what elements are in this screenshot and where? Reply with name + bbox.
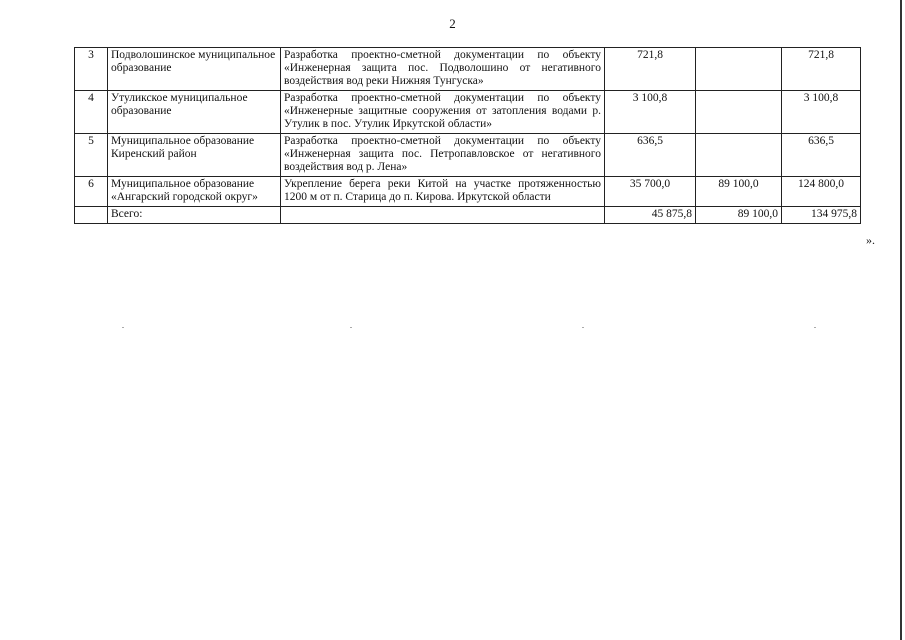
closing-quote-mark: ». — [866, 233, 875, 247]
page-number: 2 — [449, 16, 456, 31]
table-row — [75, 177, 861, 207]
organization-cell: Муниципальное образование «Ангарский городской округ» — [108, 177, 281, 207]
summary-total: 134 975,8 — [782, 207, 861, 224]
amount-cell-1: 636,5 — [605, 134, 696, 177]
scan-edge-line — [900, 0, 902, 640]
summary-amount-2: 89 100,0 — [696, 207, 782, 224]
summary-amount-1: 45 875,8 — [605, 207, 696, 224]
scan-speck — [350, 327, 352, 328]
total-cell: 636,5 — [782, 134, 861, 177]
description-cell: Разработка проектно-сметной документации по объекту «Инженерная защита пос. Подволошино от негативного воздействия вод реки Нижняя Тунгуска» — [281, 48, 605, 91]
organization-cell: Подволошинское муниципальное образование — [108, 48, 281, 91]
amount-cell-2 — [696, 134, 782, 177]
amount-cell-2 — [696, 48, 782, 91]
organization-cell: Муниципальное образование Киренский район — [108, 134, 281, 177]
funding-table — [74, 47, 861, 224]
table-row — [75, 91, 861, 134]
total-cell: 3 100,8 — [782, 91, 861, 134]
amount-cell-1: 3 100,8 — [605, 91, 696, 134]
row-number: 6 — [75, 177, 108, 207]
total-cell: 721,8 — [782, 48, 861, 91]
summary-description — [281, 207, 605, 224]
row-number: 4 — [75, 91, 108, 134]
scan-speck — [814, 327, 816, 328]
scan-speck — [582, 327, 584, 328]
summary-row — [75, 207, 861, 224]
row-number: 3 — [75, 48, 108, 91]
description-cell: Разработка проектно-сметной документации по объекту «Инженерные защитные сооружения от затопления водами р. Утулик в пос. Утулик Иркутской области» — [281, 91, 605, 134]
amount-cell-1: 721,8 — [605, 48, 696, 91]
table-row — [75, 48, 861, 91]
summary-number — [75, 207, 108, 224]
amount-cell-2 — [696, 91, 782, 134]
organization-cell: Утуликское муниципальное образование — [108, 91, 281, 134]
description-cell: Разработка проектно-сметной документации по объекту «Инженерная защита пос. Петропавловское от негативного воздействия вод р. Лена» — [281, 134, 605, 177]
summary-label: Всего: — [108, 207, 281, 224]
scan-speck — [122, 327, 124, 328]
amount-cell-2: 89 100,0 — [696, 177, 782, 207]
table-row — [75, 134, 861, 177]
total-cell: 124 800,0 — [782, 177, 861, 207]
description-cell: Укрепление берега реки Китой на участке протяженностью 1200 м от п. Старица до п. Кирова. Иркутской области — [281, 177, 605, 207]
row-number: 5 — [75, 134, 108, 177]
amount-cell-1: 35 700,0 — [605, 177, 696, 207]
